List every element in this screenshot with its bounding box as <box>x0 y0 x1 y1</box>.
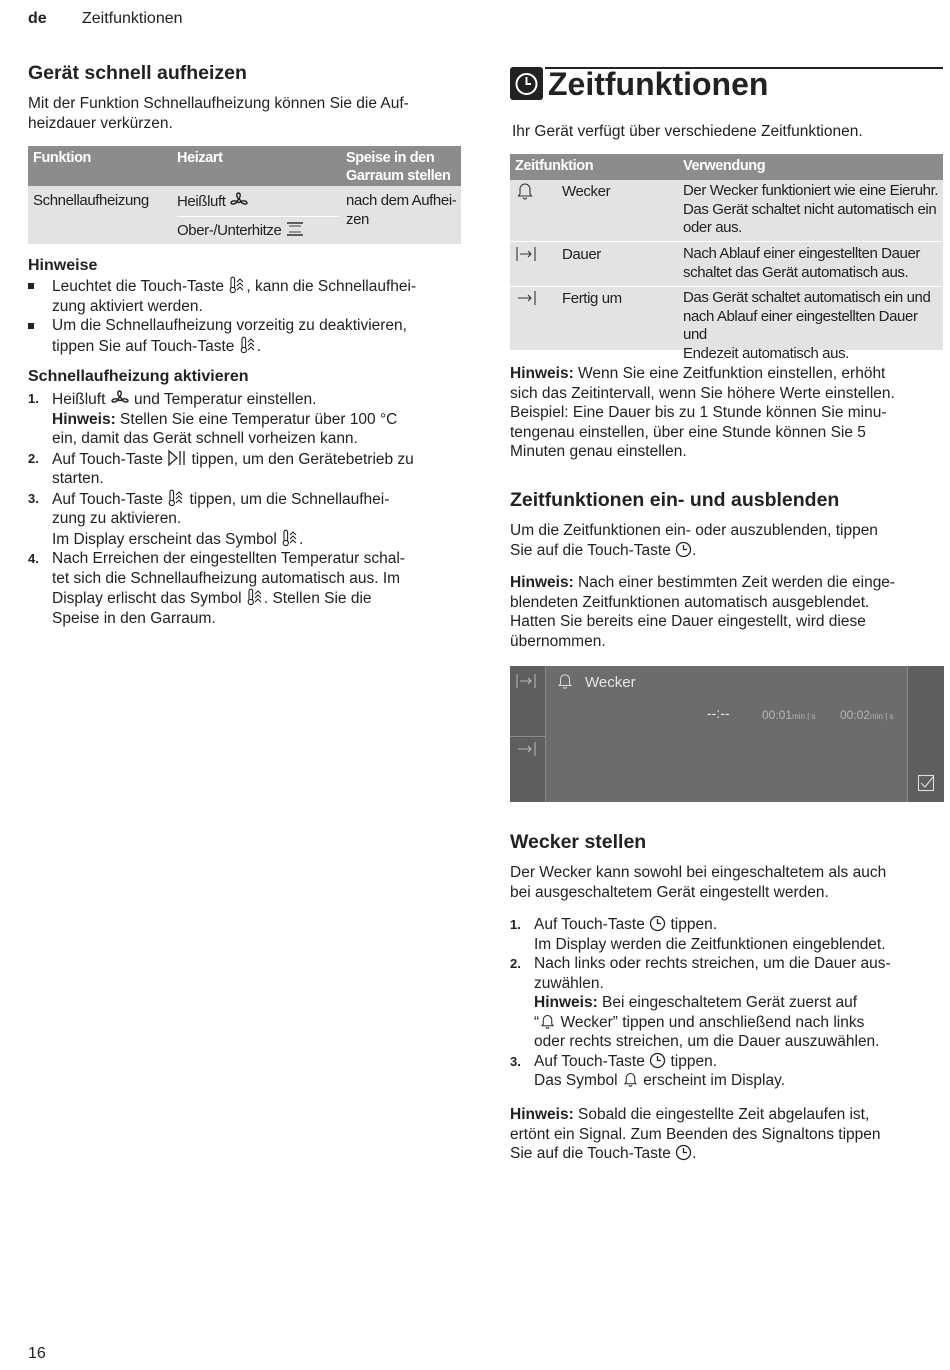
hint-signal: Hinweis: Sobald die eingestellte Zeit abgelaufen ist, ertönt ein Signal. Zum Beenden des Signaltons tippen Sie auf die Touch-Taste . <box>510 1106 881 1162</box>
start-stop-icon <box>167 449 187 467</box>
notes-heading: Hinweise <box>28 257 98 274</box>
quick-heat-icon <box>281 529 299 547</box>
note-item: Leuchtet die Touch-Taste , kann die Schnellaufhei- zung aktiviert werden. <box>28 276 468 316</box>
table-divider <box>510 286 943 287</box>
wecker-steps <box>510 915 945 1091</box>
hint-auto-hide: Hinweis: Nach einer bestimmten Zeit werden die einge- blendeten Zeitfunktionen automatisch ausgeblendet. Hatten Sie bereits eine Dauer eingestellt, wird diese übernommen. <box>510 574 896 650</box>
table-header-function: Funktion <box>33 150 92 166</box>
activate-heading: Schnellaufheizung aktivieren <box>28 368 249 385</box>
quick-heat-icon <box>228 276 246 294</box>
section-heading-wecker: Wecker stellen <box>510 831 647 853</box>
step-item: 3. Auf Touch-Taste tippen, um die Schnellaufhei- zung zu aktivieren. Im Display erscheint das Symbol . <box>28 490 390 548</box>
display-end-time-button[interactable] <box>510 737 546 802</box>
step-item: 3. Auf Touch-Taste tippen. Das Symbol erscheint im Display. <box>510 1052 786 1089</box>
row-use-fertig-um: Das Gerät schaltet automatisch ein und nach Ablauf einer eingestellten Dauer und Endezeit automatisch aus. <box>683 289 931 362</box>
section-heading-quick-heat: Gerät schnell aufheizen <box>28 62 247 84</box>
quick-heat-table <box>28 146 461 244</box>
clock-icon <box>649 1052 666 1069</box>
fan-icon <box>229 191 249 209</box>
display-bell-icon <box>556 672 574 696</box>
clock-icon <box>675 541 692 558</box>
quick-heat-icon <box>167 489 185 507</box>
header-section-title: Zeitfunktionen <box>82 10 183 27</box>
row-name-wecker: Wecker <box>562 183 611 200</box>
oven-display <box>510 666 943 802</box>
hint-interval: Hinweis: Wenn Sie eine Zeitfunktion einstellen, erhöht sich das Zeitintervall, wenn Sie höhere Werte einstellen. Beispiel: Eine Dauer bis zu 1 Stunde können Sie minu- tengenau einstellen, über eine Stunde können Sie 5 Minuten genau einstellen. <box>510 365 895 460</box>
duration-icon <box>515 244 537 270</box>
display-value-blank: --:-- <box>707 705 730 721</box>
table-cell-heat1: Heißluft <box>177 191 249 212</box>
time-functions-intro: Ihr Gerät verfügt über verschiedene Zeitfunktionen. <box>512 123 863 140</box>
step-item: 2. Auf Touch-Taste tippen, um den Gerätebetrieb zu starten. <box>28 450 414 487</box>
table-header-when: Speise in den Garraum stellen <box>346 150 451 184</box>
notes-list <box>28 276 468 356</box>
top-bottom-heat-icon <box>285 220 305 238</box>
section-heading-toggle: Zeitfunktionen ein- und ausblenden <box>510 489 840 511</box>
table-cell-function: Schnellaufheizung <box>33 192 149 209</box>
bell-icon <box>539 1013 556 1030</box>
display-duration-button[interactable] <box>510 666 546 737</box>
time-functions-table <box>510 154 943 362</box>
bell-icon <box>515 181 535 207</box>
step-item: 1. Auf Touch-Taste tippen. Im Display werden die Zeitfunktionen eingeblendet. <box>510 916 886 953</box>
display-function-label: Wecker <box>585 674 636 691</box>
end-time-icon <box>515 288 537 314</box>
toggle-instructions: Um die Zeitfunktionen ein- oder auszublenden, tippen Sie auf die Touch-Taste . <box>510 522 878 559</box>
table-cell-when: nach dem Aufhei- zen <box>346 192 457 228</box>
fan-icon <box>110 389 130 407</box>
row-use-wecker: Der Wecker funktioniert wie eine Eieruhr. Das Gerät schaltet nicht automatisch ein oder aus. <box>683 182 939 236</box>
table-cell-heat2: Ober-/Unterhitze <box>177 220 305 241</box>
language-code: de <box>28 10 47 27</box>
table-header-function: Zeitfunktion <box>515 158 594 174</box>
display-value-2[interactable]: 00:02min | s <box>840 708 894 722</box>
quick-heat-intro: Mit der Funktion Schnellaufheizung können Sie die Auf- heizdauer verkürzen. <box>28 95 409 132</box>
table-divider <box>510 241 943 242</box>
clock-icon <box>649 915 666 932</box>
row-name-dauer: Dauer <box>562 246 601 263</box>
page-number: 16 <box>28 1345 46 1362</box>
step-item: 1. Heißluft und Temperatur einstellen. Hinweis: Stellen Sie eine Temperatur über 100 °C ein, damit das Gerät schnell vorheizen kann. <box>28 391 398 447</box>
table-divider <box>177 216 339 217</box>
clock-icon <box>675 1144 692 1161</box>
row-use-dauer: Nach Ablauf einer eingestellten Dauer schaltet das Gerät automatisch aus. <box>683 245 921 281</box>
table-header-usage: Verwendung <box>683 158 766 174</box>
step-item: 4. Nach Erreichen der eingestellten Temperatur schal- tet sich die Schnellaufheizung automatisch aus. Im Display erlischt das Symbol . Stellen Sie die Speise in den Garraum. <box>28 550 405 627</box>
row-name-fertig-um: Fertig um <box>562 290 622 307</box>
activate-steps <box>28 389 468 628</box>
wecker-intro: Der Wecker kann sowohl bei eingeschaltetem als auch bei ausgeschaltetem Gerät eingestellt werden. <box>510 864 887 901</box>
bell-icon <box>622 1071 639 1088</box>
quick-heat-icon <box>246 588 264 606</box>
display-confirm-button[interactable] <box>907 666 944 802</box>
quick-heat-icon <box>239 336 257 354</box>
display-value-1[interactable]: 00:01min | s <box>762 708 816 722</box>
table-header-heating: Heizart <box>177 150 223 166</box>
clock-title-icon <box>510 67 543 100</box>
step-item: 2. Nach links oder rechts streichen, um die Dauer aus- zuwählen. Hinweis: Bei eingeschaltetem Gerät zuerst auf “ Wecker” tippen und anschließend nach links oder rechts streichen, um die Dauer auszuwählen. <box>510 955 891 1050</box>
note-item: Um die Schnellaufheizung vorzeitig zu deaktivieren, tippen Sie auf Touch-Taste . <box>28 316 468 356</box>
page-title: Zeitfunktionen <box>548 66 769 102</box>
